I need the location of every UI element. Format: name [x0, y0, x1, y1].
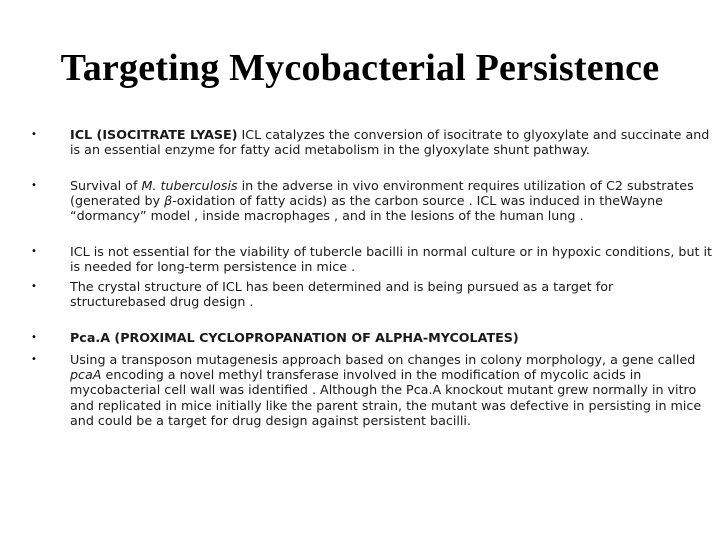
bullet-text: [70, 178, 712, 224]
bullet-body: Using a transposon mutagenesis approach based on changes in colony morphology, a gene called: [70, 352, 696, 367]
bullet-dot-icon: •: [31, 332, 37, 343]
bullet-text: [70, 352, 712, 428]
beta-symbol: β: [164, 193, 173, 209]
bullet-heading: ICL (ISOCITRATE LYASE): [70, 127, 238, 142]
gene-name: pcaA: [70, 367, 102, 383]
bullet-body: -oxidation of fatty acids) as the carbon source . ICL was induced in theWayne “dormancy” model , inside macrophages , and in the lesions of the human lung .: [70, 193, 663, 224]
slide-title: Targeting Mycobacterial Persistence: [60, 47, 660, 89]
bullet-body: in the adverse in vivo environment requires utilization of C2 substrates (generated by: [70, 178, 694, 209]
bullet-body: Survival of: [70, 178, 142, 193]
species-name: M. tuberculosis: [141, 178, 238, 193]
bullet-text: [70, 330, 712, 345]
bullet-body: encoding a novel methyl transferase involved in the modification of mycolic acids in mycobacterial cell wall was identified . Although the Pca.A knockout mutant grew normally in vitro and replicated in mice initially like the parent strain, the mutant was defective in persisting in mice and could be a target for drug design against persistent bacilli.: [70, 367, 702, 428]
bullet-text: ICL is not essential for the viability of tubercle bacilli in normal culture or in hypoxic conditions, but it is needed for long-term persistence in mice .: [70, 244, 713, 275]
bullet-heading: Pca.A (PROXIMAL CYCLOPROPANATION OF ALPHA-MYCOLATES): [70, 330, 519, 345]
bullet-dot-icon: •: [31, 281, 37, 292]
bullet-dot-icon: •: [31, 354, 37, 365]
bullet-body: ICL catalyzes the conversion of isocitrate to glyoxylate and succinate and is an essential enzyme for fatty acid metabolism in the glyoxylate shunt pathway.: [70, 127, 710, 158]
bullet-dot-icon: •: [31, 129, 37, 140]
bullet-dot-icon: •: [31, 180, 37, 191]
bullet-text: The crystal structure of ICL has been determined and is being pursued as a target for structurebased drug design .: [70, 279, 614, 310]
bullet-text: [70, 127, 712, 157]
bullet-dot-icon: •: [31, 246, 37, 257]
